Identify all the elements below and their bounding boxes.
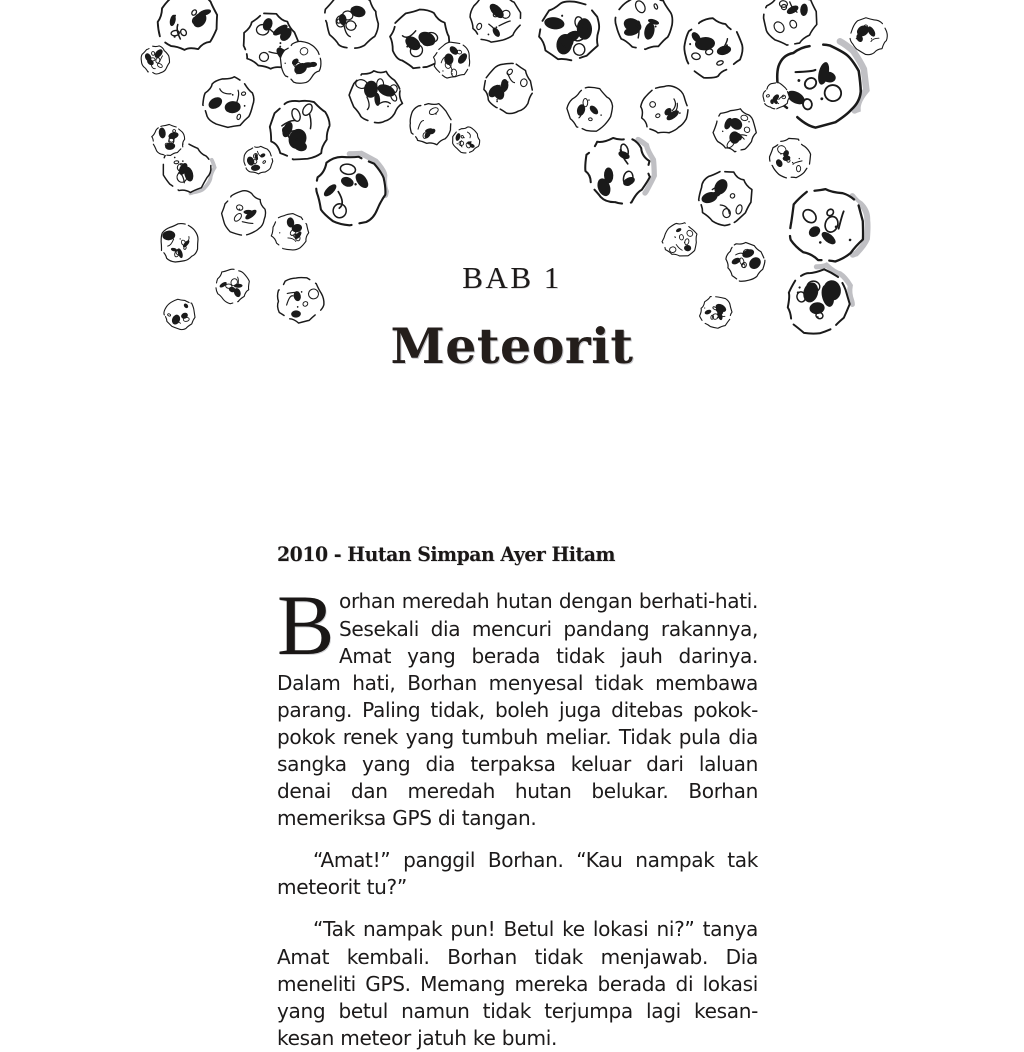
meteorite [673,8,752,86]
meteorite [613,0,676,52]
meteorite [758,0,822,50]
meteorite [769,31,874,136]
meteorite [428,35,479,86]
meteorite [234,5,306,80]
meteorite [320,0,382,52]
paragraph-dialogue-2: “Tak nampak pun! Betul ke lokasi ni?” tanya Amat kembali. Borhan tidak menjawab. Dia meneliti GPS. Memang mereka berada di lokasi yang betul namun tidak terjumpa lagi kesan-kesan meteor jatuh ke bumi. [277,917,758,1050]
meteorite [657,217,704,264]
meteorite [475,54,543,121]
meteorite [266,96,334,163]
paragraph-dialogue-1: “Amat!” panggil Borhan. “Kau nampak tak meteorit tu?” [277,848,758,900]
meteorite [138,42,173,77]
meteorite [194,68,263,137]
meteorite [759,79,795,115]
meteorite [763,131,818,186]
paragraph-opening-text: orhan meredah hutan dengan berhati-hati. Sesekali dia mencuri pandang rakannya, Amat yang berada tidak jauh darinya. Dalam hati, Borhan menyesal tidak membawa parang. Paling tidak, boleh juga ditebas pokok-pokok renek yang tumbuh meliar. Tidak pula dia sangka yang dia terpaksa keluar dari laluan denai dan meredah hutan belukar. Borhan memeriksa GPS di tangan. [277,589,758,831]
meteorite [147,118,190,161]
chapter-number: BAB 1 [462,260,562,295]
drop-cap-letter: B [277,577,335,674]
meteorite [400,94,460,154]
meteorite [239,141,278,179]
paragraph-opening [277,577,758,832]
chapter-heading-block [0,260,1024,375]
meteorite [213,183,274,244]
meteorite [634,78,696,141]
meteorite [779,174,881,273]
meteorite [379,0,461,80]
body-text-block [277,544,758,1052]
meteorite [705,100,764,159]
meteorite [306,143,398,235]
chapter-title: Meteorit [390,317,634,375]
meteorite [692,164,760,231]
section-subtitle: 2010 - Hutan Simpan Ayer Hitam [277,543,616,566]
meteorite [154,218,204,268]
meteorite [564,84,616,136]
meteorite [345,66,405,127]
meteorite [464,0,527,49]
meteorite [273,35,328,90]
meteorite [578,128,661,209]
meteorite [152,132,222,203]
meteorite [153,0,224,56]
meteorite [448,122,485,159]
meteorite [530,0,611,71]
meteorite [265,207,315,257]
meteorite [843,10,895,62]
